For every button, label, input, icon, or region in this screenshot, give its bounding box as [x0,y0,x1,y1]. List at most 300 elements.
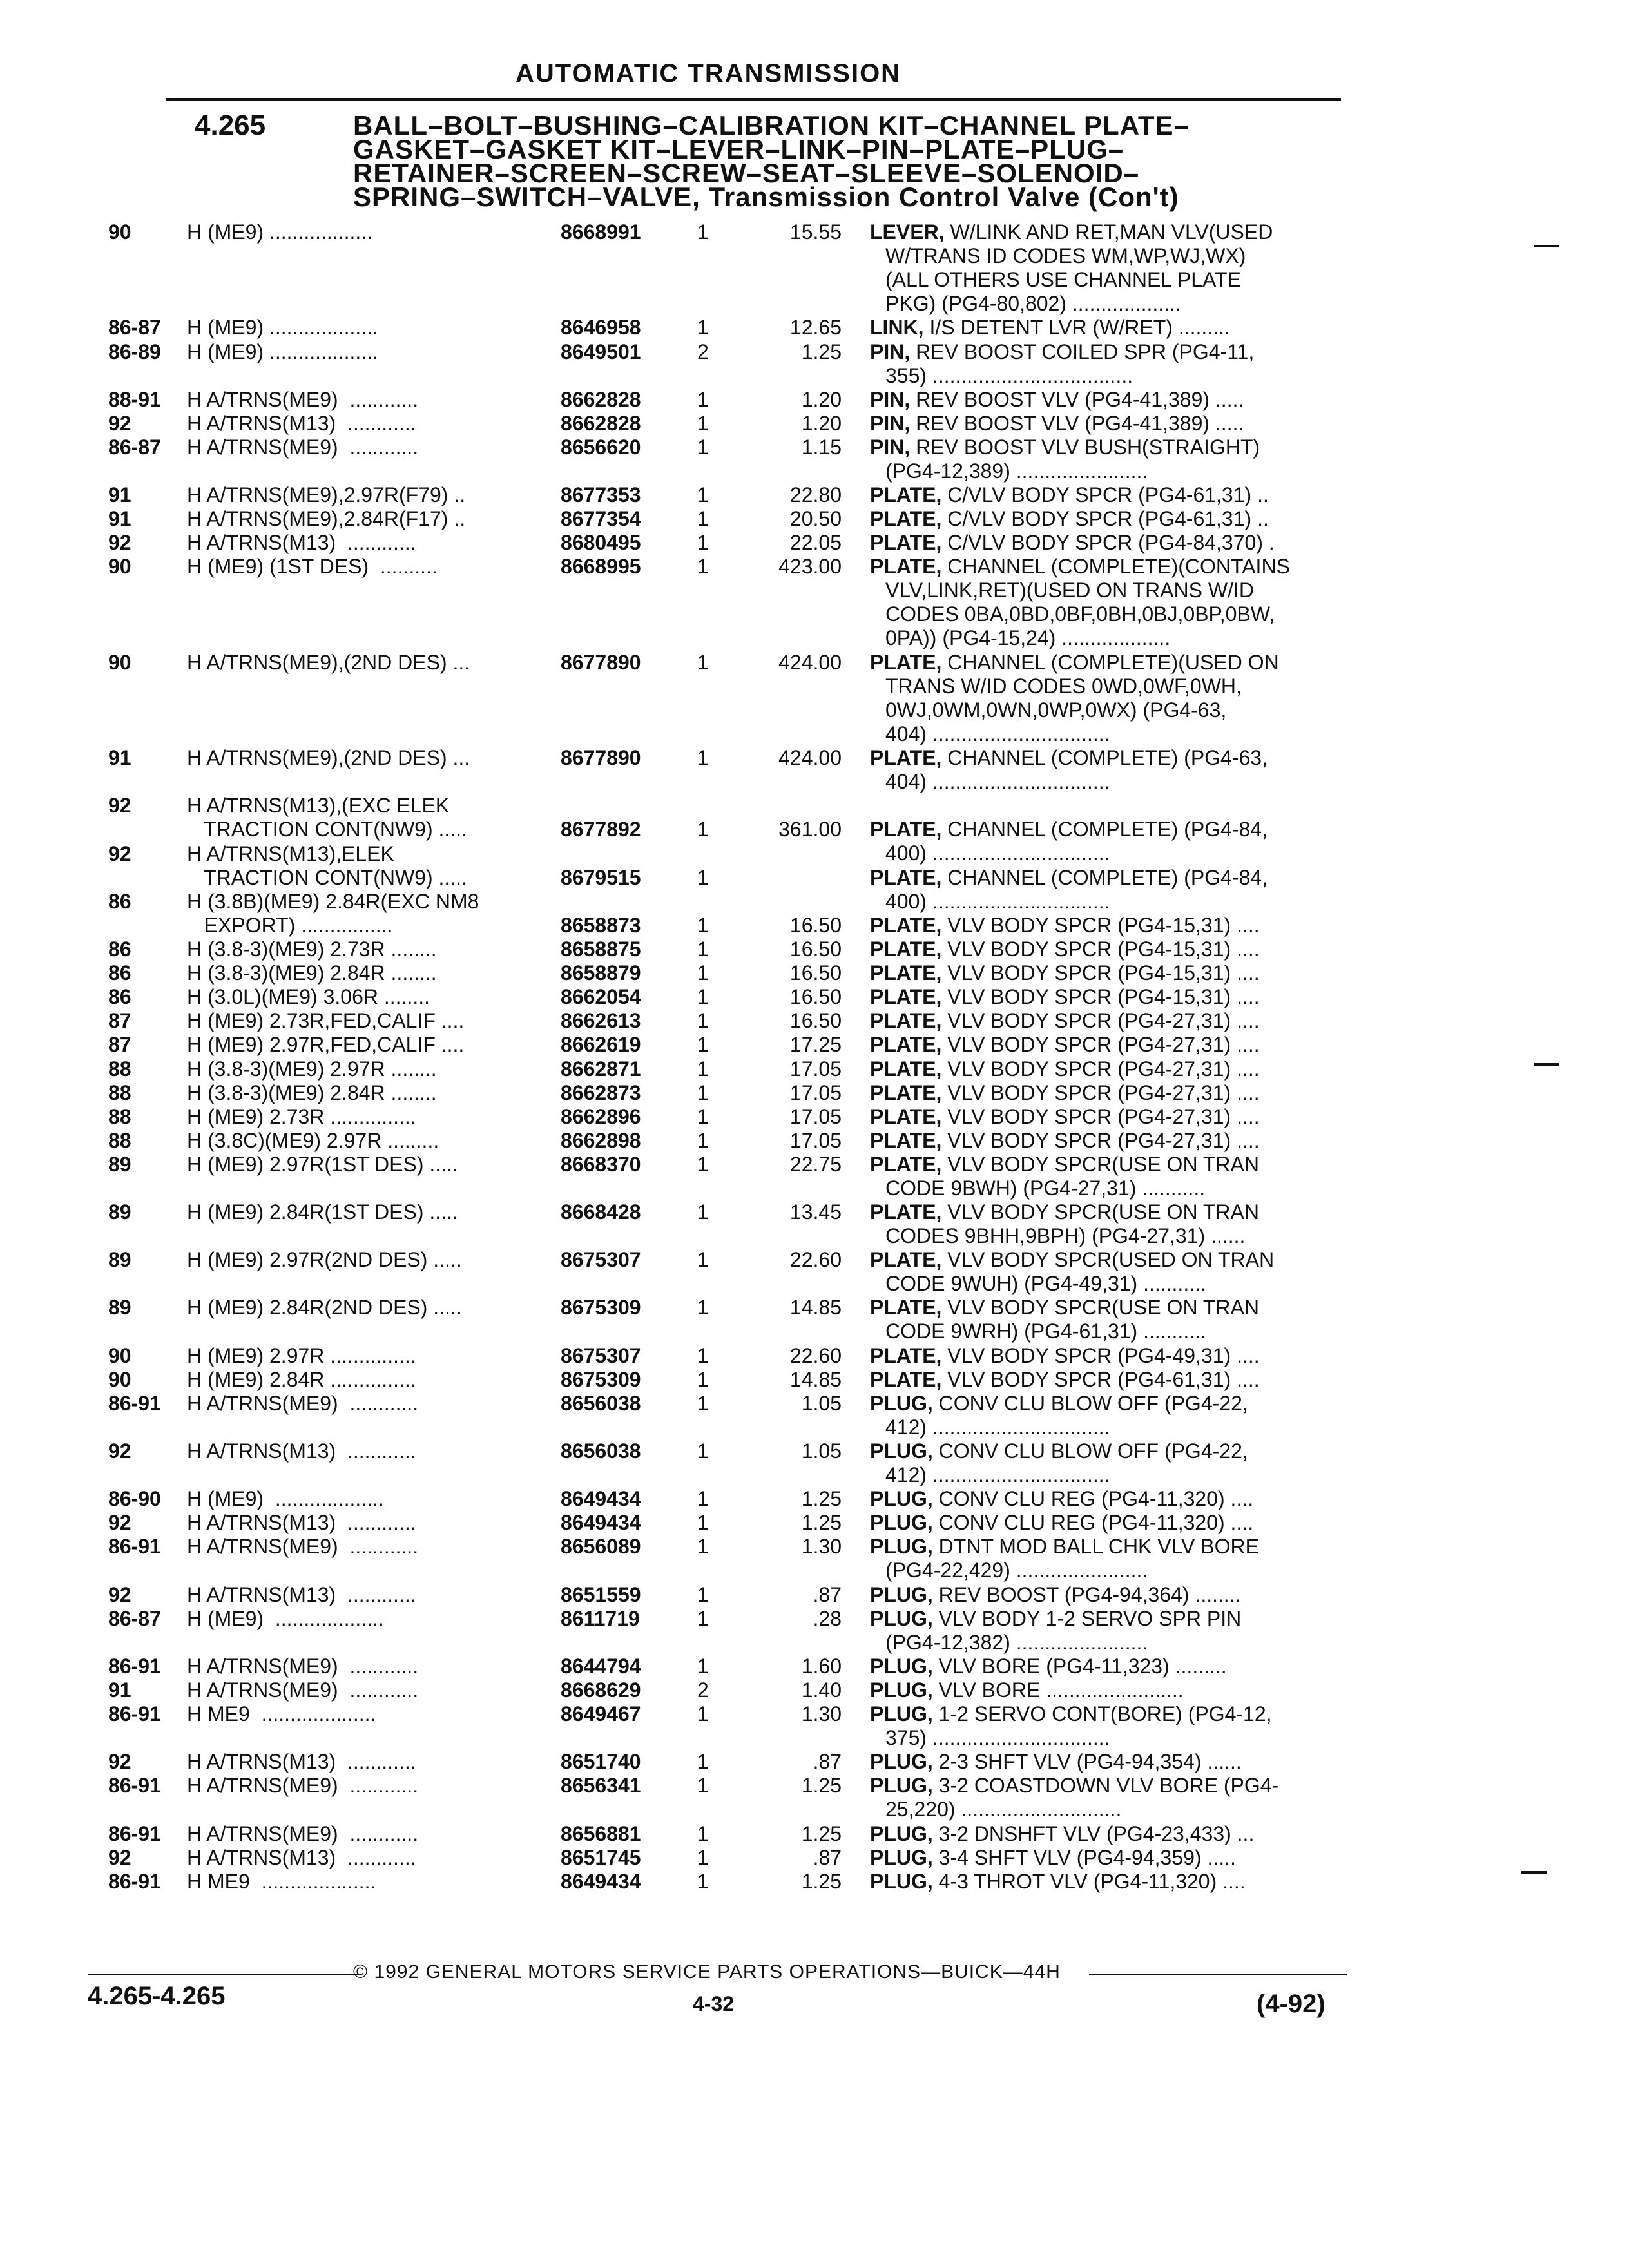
part-number: 8646958 [561,316,641,339]
group-code: 4.265 [195,110,266,141]
table-row [0,1511,1629,1535]
description-text: C/VLV BODY SPCR (PG4-61,31) .. [941,483,1269,506]
part-name: PLATE, [870,651,942,674]
running-title: AUTOMATIC TRANSMISSION [516,59,901,88]
model-usage [187,1822,548,1846]
model-usage-line: H A/TRNS(M13) ............ [187,412,416,435]
quantity: 1 [697,436,709,459]
description-text: I/S DETENT LVR (W/RET) ......... [923,316,1230,339]
quantity: 1 [697,1439,709,1463]
part-number: 8668995 [561,555,641,578]
table-row [0,1057,1629,1081]
part-description [870,651,1347,746]
model-usage [187,316,548,340]
part-name: PLATE, [870,1129,942,1152]
description-text: VLV BORE ........................ [932,1678,1184,1702]
list-price: 22.60 [789,1248,842,1271]
quantity: 1 [697,1750,709,1773]
list-price: 13.45 [789,1200,842,1224]
part-number: 8656038 [561,1392,641,1415]
model-usage [187,1750,548,1774]
model-usage-line: H A/TRNS(ME9) ............ [187,436,419,459]
list-price: 1.25 [801,1774,842,1797]
table-row [0,507,1629,531]
quantity: 1 [697,1607,709,1630]
part-name: PLATE, [870,746,942,769]
description-line [870,436,1347,459]
table-row [0,937,1629,961]
table-row [0,1583,1629,1607]
description-line: 355) ................................... [885,364,1133,387]
model-usage-line: H (3.0L)(ME9) 3.06R ........ [187,985,430,1008]
quantity: 1 [697,1655,709,1678]
group-title-line: SPRING–SWITCH–VALVE, Transmission Control Valve (Con't) [353,182,1179,212]
part-number: 8662619 [561,1033,641,1056]
model-year: 92 [108,1583,131,1606]
part-number: 8651559 [561,1583,641,1606]
model-year: 86-91 [108,1535,161,1558]
description-line [870,1535,1347,1559]
part-number: 8677890 [561,651,641,674]
model-usage-line: H ME9 .................... [187,1702,376,1725]
quantity: 2 [697,340,709,363]
quantity: 1 [697,1081,709,1104]
model-usage [187,1702,548,1726]
list-price: 16.50 [789,985,842,1008]
margin-tick [1534,245,1559,247]
part-number: 8668629 [561,1678,641,1702]
model-usage [187,1296,548,1320]
description-line [870,1822,1347,1846]
part-number: 8668428 [561,1200,641,1224]
quantity: 1 [697,1392,709,1415]
description-line [870,1368,1347,1392]
table-row [0,1607,1629,1655]
model-usage [187,1392,548,1416]
part-description [870,1702,1347,1750]
model-usage-line: H A/TRNS(M13) ............ [187,1511,416,1534]
description-text: CONV CLU REG (PG4-11,320) .... [932,1487,1254,1510]
part-name: PLUG, [870,1607,933,1630]
part-name: PLUG, [870,1511,933,1534]
part-number: 8662613 [561,1009,641,1032]
model-year: 92 [108,1750,131,1773]
description-line [870,412,1347,436]
part-name: PLATE, [870,961,942,985]
model-usage [187,507,548,531]
model-year: 86 [108,890,131,913]
model-year: 86-91 [108,1774,161,1797]
description-line [870,507,1347,531]
table-row [0,1846,1629,1870]
part-name: LINK, [870,316,924,339]
description-text: VLV BODY SPCR (PG4-15,31) .... [941,961,1260,985]
part-description [870,340,1347,388]
model-usage [187,1678,548,1702]
quantity: 1 [697,1033,709,1056]
description-text: CHANNEL (COMPLETE)(USED ON [941,651,1279,674]
description-line [870,866,1347,890]
description-text: VLV BODY SPCR (PG4-27,31) .... [941,1105,1260,1128]
description-line [870,220,1347,244]
table-row [0,961,1629,985]
description-line [870,746,1347,770]
part-name: PLATE, [870,1344,942,1367]
part-number: 8675307 [561,1248,641,1271]
part-number: 8662898 [561,1129,641,1152]
part-number: 8656089 [561,1535,641,1558]
table-row [0,1009,1629,1033]
part-number: 8649467 [561,1702,641,1725]
list-price: 16.50 [789,1009,842,1032]
model-year: 90 [108,555,131,578]
part-name: PLATE, [870,1057,942,1081]
list-price: 1.30 [801,1702,842,1725]
model-year: 88 [108,1081,131,1104]
description-line [870,340,1347,364]
description-text: VLV BODY SPCR (PG4-61,31) .... [941,1368,1260,1391]
description-line [870,985,1347,1009]
table-row [0,1344,1629,1368]
model-usage [187,1583,548,1607]
part-description [870,1248,1347,1296]
list-price: 12.65 [789,316,842,339]
description-line [870,937,1347,961]
model-usage-line: H (ME9) 2.97R,FED,CALIF .... [187,1033,465,1056]
part-description [870,483,1347,507]
part-name: PLATE, [870,1248,942,1271]
table-row [0,890,1629,937]
list-price: 17.25 [789,1033,842,1056]
quantity: 1 [697,914,709,937]
description-text: REV BOOST (PG4-94,364) ........ [932,1583,1241,1606]
model-year: 89 [108,1296,131,1319]
part-name: PLUG, [870,1583,933,1606]
table-row [0,746,1629,794]
model-usage [187,1033,548,1057]
model-year: 92 [108,1846,131,1869]
model-usage-line: H A/TRNS(ME9),2.84R(F17) .. [187,507,466,530]
model-usage-line: H A/TRNS(ME9) ............ [187,1655,419,1678]
model-usage-line: H (3.8C)(ME9) 2.97R ......... [187,1129,439,1152]
description-line: (PG4-12,389) ....................... [885,459,1148,483]
model-usage [187,1344,548,1368]
description-line: CODE 9WRH) (PG4-61,31) ........... [885,1320,1206,1343]
part-name: PLUG, [870,1774,933,1797]
part-description [870,220,1347,316]
part-description [870,531,1347,555]
model-usage [187,1870,548,1894]
description-line [870,1846,1347,1870]
table-row [0,1368,1629,1392]
quantity: 1 [697,1846,709,1869]
part-number: 8658873 [561,914,641,937]
model-year: 86-91 [108,1655,161,1678]
description-text: VLV BODY SPCR (PG4-49,31) .... [941,1344,1260,1367]
description-line [870,818,1347,841]
footer-rule-right [1089,1974,1347,1975]
model-usage [187,985,548,1009]
description-line [870,1200,1347,1224]
model-year: 87 [108,1033,131,1056]
model-year: 90 [108,220,131,244]
description-line: (ALL OTHERS USE CHANNEL PLATE [885,268,1241,291]
description-text: 2-3 SHFT VLV (PG4-94,354) ...... [932,1750,1242,1773]
part-description [870,1081,1347,1105]
model-usage [187,1535,548,1559]
model-year: 86-87 [108,316,161,339]
description-line [870,531,1347,555]
part-description [870,1033,1347,1057]
part-number: 8658879 [561,961,641,985]
description-text: VLV BODY SPCR (PG4-27,31) .... [941,1057,1260,1081]
model-usage-line: H A/TRNS(ME9) ............ [187,1678,419,1702]
part-name: PLUG, [870,1702,933,1725]
quantity: 1 [697,1487,709,1510]
model-year: 92 [108,842,131,865]
description-line: 412) ............................... [885,1416,1110,1439]
list-price: 22.75 [789,1153,842,1176]
table-row [0,1655,1629,1678]
page-number: 4-32 [693,1992,735,2015]
model-usage-line: H (ME9) 2.84R ............... [187,1368,416,1391]
table-row [0,483,1629,507]
part-number: 8675307 [561,1344,641,1367]
model-usage [187,555,548,579]
part-description [870,1296,1347,1343]
part-name: PIN, [870,412,911,435]
part-number: 8611719 [561,1607,640,1630]
list-price: 1.05 [801,1392,842,1415]
table-row [0,412,1629,436]
description-line: (PG4-22,429) ....................... [885,1559,1148,1582]
part-name: PIN, [870,436,911,459]
model-usage [187,340,548,364]
model-usage [187,1487,548,1511]
model-year: 89 [108,1200,131,1224]
model-usage-line: H A/TRNS(M13) ............ [187,1750,416,1773]
description-line [870,1655,1347,1678]
description-text: VLV BODY SPCR (PG4-27,31) .... [941,1129,1260,1152]
part-number: 8677354 [561,507,641,530]
part-number: 8649434 [561,1870,641,1893]
model-usage [187,890,548,937]
description-line [870,961,1347,985]
quantity: 1 [697,937,709,961]
table-row [0,340,1629,388]
description-text: VLV BODY SPCR (PG4-27,31) .... [941,1009,1260,1032]
model-usage [187,1607,548,1631]
model-usage [187,1105,548,1129]
model-year: 86 [108,985,131,1008]
description-line: PKG) (PG4-80,802) ................... [885,292,1181,315]
model-usage-line: H ME9 .................... [187,1870,376,1893]
table-row [0,555,1629,650]
description-text: CHANNEL (COMPLETE)(CONTAINS [941,555,1290,578]
part-name: PLUG, [870,1655,933,1678]
description-text: C/VLV BODY SPCR (PG4-61,31) .. [941,507,1269,530]
description-line: 25,220) ............................ [885,1798,1122,1821]
quantity: 1 [697,866,709,889]
group-title [353,110,1320,212]
part-description [870,388,1347,412]
part-description [870,1511,1347,1535]
description-text: VLV BODY 1-2 SERVO SPR PIN [932,1607,1242,1630]
model-usage [187,1081,548,1105]
model-usage [187,1774,548,1798]
list-price: 17.05 [789,1105,842,1128]
part-name: PLUG, [870,1846,933,1869]
footer-rule-left [88,1974,358,1975]
part-number: 8677890 [561,746,641,769]
list-price: .87 [813,1846,842,1869]
model-usage-line: H (ME9) 2.97R ............... [187,1344,416,1367]
list-price: 423.00 [778,555,842,578]
model-usage-line: H A/TRNS(ME9),(2ND DES) ... [187,746,470,769]
model-year: 86-91 [108,1702,161,1725]
part-description [870,1750,1347,1774]
table-row [0,1439,1629,1487]
model-year: 86-90 [108,1487,161,1510]
part-number: 8656881 [561,1822,641,1845]
description-line [870,1081,1347,1105]
list-price: 15.55 [789,220,842,244]
part-name: PLATE, [870,1200,942,1224]
model-year: 86 [108,937,131,961]
list-price: 1.25 [801,1870,842,1893]
model-usage [187,1009,548,1033]
margin-tick [1521,1871,1547,1874]
model-year: 92 [108,412,131,435]
part-number: 8675309 [561,1296,641,1319]
description-line [870,1583,1347,1607]
part-number: 8656038 [561,1439,641,1463]
model-year: 92 [108,794,131,817]
quantity: 1 [697,1368,709,1391]
description-line [870,1511,1347,1535]
model-usage-line: H (ME9) ................... [187,1607,384,1630]
part-description [870,507,1347,531]
description-line: 0PA)) (PG4-15,24) ................... [885,626,1171,649]
part-description [870,1439,1347,1487]
list-price: 1.40 [801,1678,842,1702]
model-usage [187,436,548,459]
quantity: 1 [697,412,709,435]
list-price: 14.85 [789,1368,842,1391]
part-description [870,316,1347,340]
table-row [0,1296,1629,1343]
description-text: 3-2 DNSHFT VLV (PG4-23,433) ... [932,1822,1255,1845]
list-price: 1.30 [801,1535,842,1558]
description-line: TRANS W/ID CODES 0WD,0WF,0WH, [885,675,1242,698]
list-price: 1.25 [801,1487,842,1510]
part-name: PIN, [870,388,911,411]
model-usage-line: H A/TRNS(ME9),2.97R(F79) .. [187,483,466,506]
quantity: 1 [697,1057,709,1081]
part-description [870,1153,1347,1200]
quantity: 1 [697,1344,709,1367]
model-usage-line: H (3.8B)(ME9) 2.84R(EXC NM8 [187,890,479,913]
part-name: PLATE, [870,818,942,841]
model-usage-line: H (ME9) 2.73R,FED,CALIF .... [187,1009,465,1032]
part-number: 8656620 [561,436,641,459]
description-text: CONV CLU BLOW OFF (PG4-22, [932,1392,1248,1415]
part-description [870,555,1347,650]
model-year: 86-89 [108,340,161,363]
list-price: 16.50 [789,914,842,937]
description-text: CONV CLU BLOW OFF (PG4-22, [932,1439,1248,1463]
part-name: PLATE, [870,531,942,554]
footer-range: 4.265-4.265 [88,1982,226,2010]
description-line [870,316,1347,340]
model-year: 89 [108,1248,131,1271]
model-usage [187,388,548,412]
part-number: 8662054 [561,985,641,1008]
list-price: 17.05 [789,1129,842,1152]
model-usage-line: H A/TRNS(M13) ............ [187,1846,416,1869]
model-year: 91 [108,507,131,530]
table-row [0,531,1629,555]
description-text: VLV BODY SPCR(USE ON TRAN [941,1296,1259,1319]
table-row [0,1129,1629,1153]
part-number: 8649434 [561,1487,641,1510]
part-name: PLATE, [870,555,942,578]
part-name: PLUG, [870,1392,933,1415]
description-text: VLV BODY SPCR (PG4-15,31) .... [941,914,1260,937]
table-row [0,1870,1629,1894]
description-text: VLV BODY SPCR (PG4-27,31) .... [941,1033,1260,1056]
description-text: VLV BODY SPCR(USED ON TRAN [941,1248,1275,1271]
part-number: 8677892 [561,818,641,841]
list-price: 17.05 [789,1057,842,1081]
part-description [870,1655,1347,1678]
description-line [870,1607,1347,1631]
model-usage-line: H A/TRNS(ME9) ............ [187,1535,419,1558]
description-line: 404) ............................... [885,770,1110,793]
part-name: PLATE, [870,1081,942,1104]
part-description [870,1487,1347,1511]
part-number: 8656341 [561,1774,641,1797]
model-year: 88-91 [108,388,161,411]
description-line [870,1774,1347,1798]
part-description [870,1535,1347,1582]
model-usage-line: H (ME9) 2.84R(2ND DES) ..... [187,1296,462,1319]
model-usage-line: H A/TRNS(M13),ELEK [187,842,394,865]
description-line: 404) ............................... [885,722,1110,745]
table-row [0,436,1629,483]
part-description [870,1105,1347,1129]
list-price: .87 [813,1750,842,1773]
list-price: 1.25 [801,1822,842,1845]
table-row [0,1105,1629,1129]
description-text: 1-2 SERVO CONT(BORE) (PG4-12, [932,1702,1272,1725]
model-year: 90 [108,1368,131,1391]
part-description [870,1870,1347,1894]
part-number: 8651740 [561,1750,641,1773]
part-description [870,961,1347,985]
description-text: VLV BODY SPCR (PG4-15,31) .... [941,937,1260,961]
list-price: 1.20 [801,412,842,435]
table-row [0,316,1629,340]
quantity: 1 [697,1105,709,1128]
part-number: 8680495 [561,531,641,554]
model-year: 86 [108,961,131,985]
description-line [870,1033,1347,1057]
part-name: PLUG, [870,1439,933,1463]
description-text: REV BOOST VLV BUSH(STRAIGHT) [910,436,1260,459]
part-description [870,1368,1347,1392]
part-name: PLATE, [870,1153,942,1176]
